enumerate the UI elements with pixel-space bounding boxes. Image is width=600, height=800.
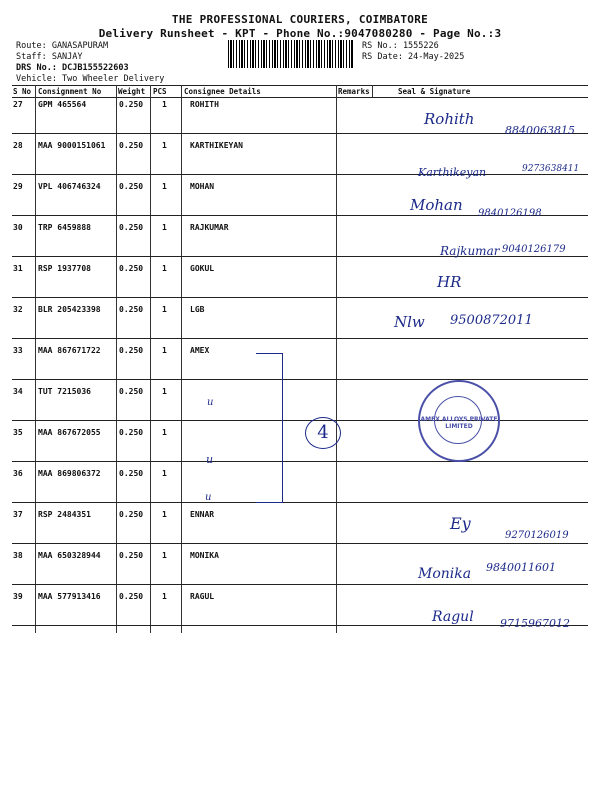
cell-sno: 28 [13, 141, 23, 150]
ditto-35: u [206, 453, 214, 466]
rs-date: RS Date: 24-May-2025 [362, 52, 465, 62]
signature-30: Rajkumar [440, 244, 500, 258]
cell-pcs: 1 [162, 346, 167, 355]
table-top-border [12, 85, 588, 86]
col-header-sno: S No [13, 87, 32, 96]
count-mark: 4 [317, 422, 329, 443]
signature-27: Rohith [424, 110, 475, 128]
cell-consignee: KARTHIKEYAN [190, 141, 243, 150]
rs-number: RS No.: 1555226 [362, 41, 439, 51]
cell-consignee: ROHITH [190, 100, 219, 109]
cell-sno: 30 [13, 223, 23, 232]
cell-pcs: 1 [162, 428, 167, 437]
cell-pcs: 1 [162, 387, 167, 396]
row-divider [12, 297, 588, 298]
cell-sno: 34 [13, 387, 23, 396]
row-divider [12, 379, 588, 380]
col-header-weight: Weight [118, 87, 146, 96]
col-divider [150, 85, 151, 633]
circled-count [305, 417, 341, 449]
signature-28: Karthikeyan [418, 166, 487, 179]
table-header-border [12, 97, 588, 98]
cell-sno: 27 [13, 100, 23, 109]
cell-sno: 38 [13, 551, 23, 560]
cell-sno: 37 [13, 510, 23, 519]
cell-pcs: 1 [162, 305, 167, 314]
drs-label: DRS No.: DCJB155522603 [16, 63, 129, 73]
row-divider [12, 338, 588, 339]
phone-27: 8840063815 [505, 124, 575, 137]
cell-weight: 0.250 [119, 141, 144, 150]
col-divider [35, 85, 36, 633]
cell-consignment: MAA 869806372 [38, 469, 101, 478]
handwritten-bracket [256, 353, 283, 503]
cell-weight: 0.250 [119, 510, 144, 519]
cell-consignment: GPM 465564 [38, 100, 87, 109]
cell-weight: 0.250 [119, 182, 144, 191]
cell-sno: 31 [13, 264, 23, 273]
phone-28: 9273638411 [522, 164, 580, 174]
staff-label: Staff: SANJAY [16, 52, 83, 62]
page-title: THE PROFESSIONAL COURIERS, COIMBATORE [171, 13, 429, 26]
cell-consignment: TRP 6459888 [38, 223, 91, 232]
phone-39: 9715967012 [500, 617, 570, 630]
cell-weight: 0.250 [119, 469, 144, 478]
row-divider [12, 174, 588, 175]
row-divider [12, 461, 588, 462]
col-header-consignment: Consignment No [38, 87, 102, 96]
cell-consignee: MONIKA [190, 551, 219, 560]
page-subtitle: Delivery Runsheet - KPT - Phone No.:9047080280 - Page No.:3 [98, 27, 502, 40]
cell-consignment: MAA 9000151061 [38, 141, 106, 150]
signature-32: Nlw [394, 313, 425, 331]
row-divider [12, 543, 588, 544]
cell-consignment: MAA 867672055 [38, 428, 101, 437]
cell-sno: 32 [13, 305, 23, 314]
cell-weight: 0.250 [119, 387, 144, 396]
cell-consignment: MAA 577913416 [38, 592, 101, 601]
signature-38: Monika [418, 566, 472, 582]
vehicle-label: Vehicle: Two Wheeler Delivery [16, 74, 165, 84]
cell-pcs: 1 [162, 469, 167, 478]
col-header-signature: Seal & Signature [398, 87, 471, 96]
cell-pcs: 1 [162, 182, 167, 191]
cell-pcs: 1 [162, 592, 167, 601]
cell-weight: 0.250 [119, 100, 144, 109]
cell-sno: 39 [13, 592, 23, 601]
cell-pcs: 1 [162, 510, 167, 519]
ditto-34: u [207, 397, 214, 408]
ditto-36: u [205, 492, 212, 503]
cell-consignee: LGB [190, 305, 205, 314]
cell-sno: 29 [13, 182, 23, 191]
signature-29: Mohan [410, 196, 463, 214]
row-divider [12, 256, 588, 257]
cell-sno: 35 [13, 428, 23, 437]
cell-consignment: RSP 1937708 [38, 264, 91, 273]
col-header-consignee: Consignee Details [184, 87, 261, 96]
cell-pcs: 1 [162, 551, 167, 560]
cell-weight: 0.250 [119, 592, 144, 601]
cell-weight: 0.250 [119, 428, 144, 437]
cell-consignee: ENNAR [190, 510, 215, 519]
phone-37: 9270126019 [505, 530, 569, 541]
cell-weight: 0.250 [119, 305, 144, 314]
cell-consignee: MOHAN [190, 182, 215, 191]
cell-consignment: RSP 2484351 [38, 510, 91, 519]
cell-consignee: RAJKUMAR [190, 223, 229, 232]
phone-29: 9840126198 [478, 208, 542, 219]
cell-sno: 36 [13, 469, 23, 478]
barcode [228, 40, 354, 68]
cell-weight: 0.250 [119, 551, 144, 560]
row-divider [12, 502, 588, 503]
col-divider [336, 85, 337, 633]
cell-pcs: 1 [162, 141, 167, 150]
phone-32: 9500872011 [450, 313, 533, 328]
signature-37: Ey [450, 514, 471, 533]
mark-31: HR [437, 273, 462, 291]
col-divider [372, 85, 373, 97]
cell-consignment: TUT 7215036 [38, 387, 91, 396]
cell-consignee: GOKUL [190, 264, 215, 273]
cell-weight: 0.250 [119, 346, 144, 355]
phone-38: 9840011601 [486, 561, 556, 574]
cell-consignment: MAA 867671722 [38, 346, 101, 355]
seal-text: AMEX ALLOYS PRIVATE LIMITED [420, 416, 498, 430]
cell-consignment: VPL 406746324 [38, 182, 101, 191]
col-header-pcs: PCS [153, 87, 167, 96]
row-divider [12, 133, 588, 134]
cell-consignee: RAGUL [190, 592, 215, 601]
cell-pcs: 1 [162, 100, 167, 109]
cell-sno: 33 [13, 346, 23, 355]
col-divider [181, 85, 182, 633]
cell-weight: 0.250 [119, 264, 144, 273]
col-header-remarks: Remarks [338, 87, 370, 96]
cell-consignment: BLR 205423398 [38, 305, 101, 314]
cell-consignment: MAA 650328944 [38, 551, 101, 560]
cell-pcs: 1 [162, 264, 167, 273]
signature-39: Ragul [432, 609, 474, 625]
cell-consignee: AMEX [190, 346, 210, 355]
phone-30: 9040126179 [502, 244, 566, 255]
cell-pcs: 1 [162, 223, 167, 232]
row-divider [12, 584, 588, 585]
route-label: Route: GANASAPURAM [16, 41, 109, 51]
company-seal [418, 380, 500, 462]
cell-weight: 0.250 [119, 223, 144, 232]
col-divider [116, 85, 117, 633]
row-divider [12, 420, 588, 421]
